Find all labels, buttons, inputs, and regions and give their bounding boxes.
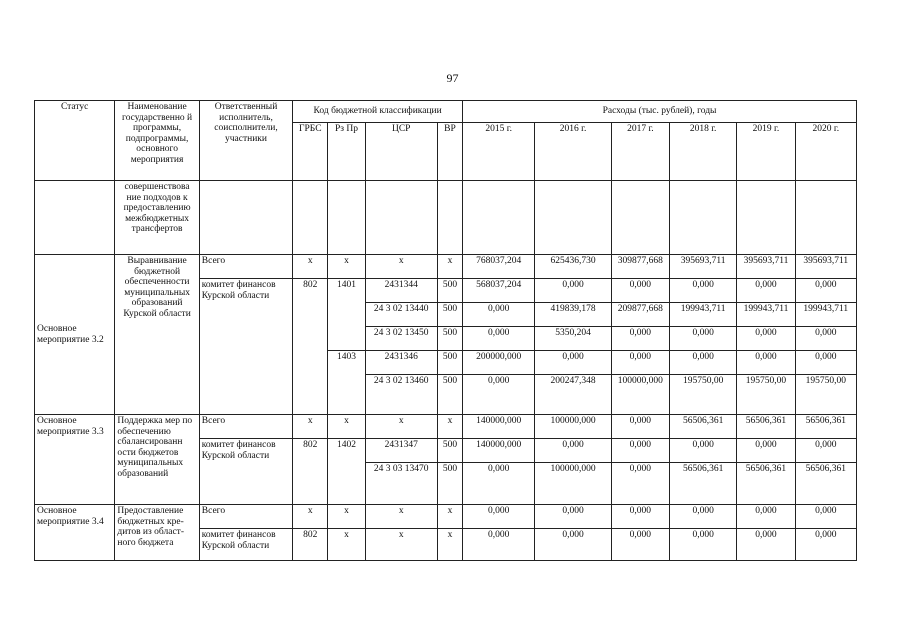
- header-year: 2018 г.: [670, 123, 737, 181]
- status-cell: Основное мероприятие 3.3: [35, 415, 115, 505]
- total-label: Всего: [199, 505, 292, 529]
- header-year: 2015 г.: [463, 123, 535, 181]
- table-row: Основное мероприятие 3.2 Выравнивание бюджетной обеспеченности муниципальных образований Курской области Всего х х х х 768037,204 625436,730 309877,668 395693,711 395693,711 395693,711: [35, 255, 857, 279]
- rzpr-cell: 1402: [328, 439, 365, 505]
- header-csr: ЦСР: [365, 123, 437, 181]
- header-year: 2019 г.: [737, 123, 795, 181]
- header-year: 2020 г.: [795, 123, 856, 181]
- table-row: 24 3 02 13460 500 0,000 200247,348 100000,000 195750,00 195750,00 195750,00: [35, 375, 857, 415]
- budget-table: [34, 100, 857, 561]
- measure-name: Выравнивание бюджетной обеспеченности муниципальных образований Курской области: [115, 255, 199, 415]
- grbs-cell: 802: [293, 279, 328, 415]
- table-row: Основное мероприятие 3.4 Предоставление бюджетных кре- дитов из област- ного бюджета Всего х х х х 0,000 0,000 0,000 0,000 0,000 0,000: [35, 505, 857, 529]
- header-name: Наименование государственно й программы, подпрограммы, основного мероприятия: [115, 101, 199, 181]
- responsible-cell: комитет финансов Курской области: [199, 529, 292, 561]
- continuation-name: совершенствова ние подходов к предоставлению межбюджетных трансфертов: [115, 181, 199, 255]
- responsible-cell: комитет финансов Курской области: [199, 279, 292, 415]
- header-status: Статус: [35, 101, 115, 181]
- cell: [35, 181, 115, 255]
- table-row: 24 3 02 13450 500 0,000 5350,204 0,000 0,000 0,000 0,000: [35, 327, 857, 351]
- table-row: 24 3 03 13470 500 0,000 100000,000 0,000 56506,361 56506,361 56506,361: [35, 463, 857, 505]
- table-row: комитет финансов Курской области 802 х х х 0,000 0,000 0,000 0,000 0,000 0,000: [35, 529, 857, 561]
- grbs-cell: 802: [293, 529, 328, 561]
- total-label: Всего: [199, 415, 292, 439]
- header-row-1: [35, 101, 857, 123]
- status-cell: Основное мероприятие 3.2: [35, 255, 115, 415]
- header-rzpr: Рз Пр: [328, 123, 365, 181]
- header-expenses-group: Расходы (тыс. рублей), годы: [463, 101, 857, 123]
- header-responsible: Ответственный исполнитель, соисполнители, участники: [199, 101, 292, 181]
- header-grbs: ГРБС: [293, 123, 328, 181]
- table-row: Основное мероприятие 3.3 Поддержка мер по обеспечению сбалансированн ости бюджетов муниципальных образований Всего х х х х 140000,000 100000,000 0,000 56506,361 56506,361 56506,361: [35, 415, 857, 439]
- status-cell: Основное мероприятие 3.4: [35, 505, 115, 561]
- rzpr-cell: 1403: [328, 351, 365, 415]
- rzpr-cell: 1401: [328, 279, 365, 351]
- responsible-cell: комитет финансов Курской области: [199, 439, 292, 505]
- total-label: Всего: [199, 255, 292, 279]
- header-code-group: Код бюджетной классификации: [293, 101, 463, 123]
- measure-name: Поддержка мер по обеспечению сбалансированн ости бюджетов муниципальных образований: [115, 415, 199, 505]
- table-row: 24 3 02 13440 500 0,000 419839,178 209877,668 199943,711 199943,711 199943,711: [35, 303, 857, 327]
- table-row: комитет финансов Курской области 802 1401 2431344 500 568037,204 0,000 0,000 0,000 0,000 0,000: [35, 279, 857, 303]
- grbs-cell: 802: [293, 439, 328, 505]
- page-number: 97: [446, 71, 459, 85]
- table-row: комитет финансов Курской области 802 1402 2431347 500 140000,000 0,000 0,000 0,000 0,000 0,000: [35, 439, 857, 463]
- table-row: 1403 2431346 500 200000,000 0,000 0,000 0,000 0,000 0,000: [35, 351, 857, 375]
- header-vr: ВР: [437, 123, 462, 181]
- header-year: 2016 г.: [535, 123, 611, 181]
- table-row: [35, 181, 857, 255]
- header-year: 2017 г.: [611, 123, 669, 181]
- measure-name: Предоставление бюджетных кре- дитов из област- ного бюджета: [115, 505, 199, 561]
